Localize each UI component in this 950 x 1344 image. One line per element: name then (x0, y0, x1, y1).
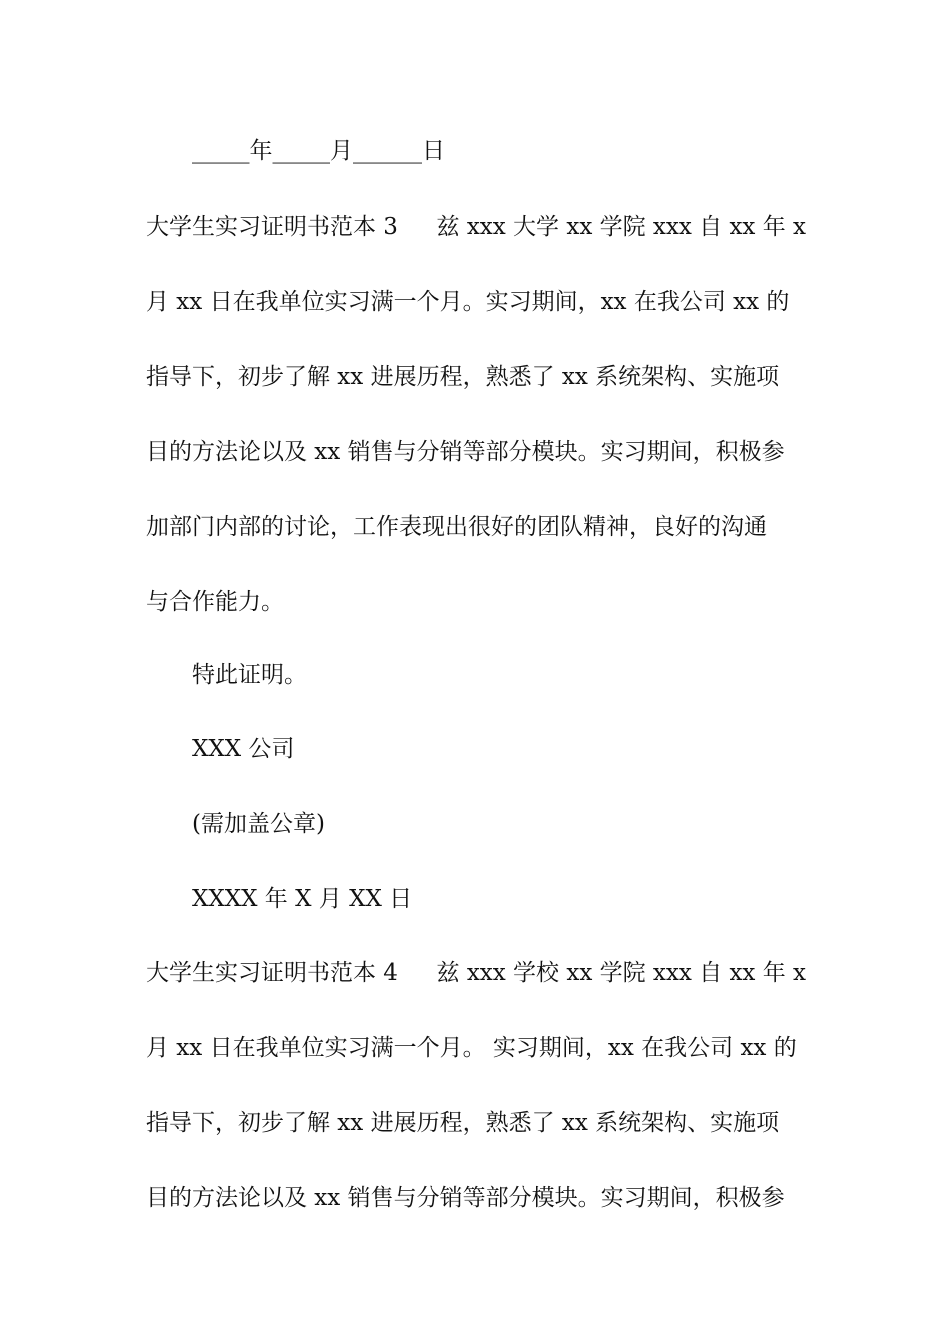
section4-paragraph-line-1: 兹 xxx 学校 xx 学院 xxx 自 xx 年 x (436, 960, 806, 986)
section4-paragraph-line-4: 目的方法论以及 xx 销售与分销等部分模块。实习期间，积极参 (146, 1185, 785, 1211)
section3-seal-note: (需加盖公章) (192, 811, 325, 837)
section3-date: XXXX 年 X 月 XX 日 (192, 886, 413, 912)
section4-heading-line (146, 958, 806, 988)
section3-closing: 特此证明。 (192, 662, 307, 688)
date-line: _____年_____月______日 (192, 138, 445, 164)
section3-paragraph-line-1: 兹 xxx 大学 xx 学院 xxx 自 xx 年 x (436, 214, 806, 240)
section3-paragraph-line-5: 加部门内部的讨论，工作表现出很好的团队精神，良好的沟通 (146, 514, 767, 540)
section3-paragraph-line-3: 指导下，初步了解 xx 进展历程，熟悉了 xx 系统架构、实施项 (146, 364, 780, 390)
section3-paragraph-line-2: 月 xx 日在我单位实习满一个月。实习期间，xx 在我公司 xx 的 (146, 289, 790, 315)
section3-company: XXX 公司 (192, 736, 295, 762)
section3-heading-line (146, 212, 806, 242)
section3-heading: 大学生实习证明书范本 3 (146, 214, 398, 240)
section4-heading: 大学生实习证明书范本 4 (146, 960, 398, 986)
section4-paragraph-line-2: 月 xx 日在我单位实习满一个月。 实习期间，xx 在我公司 xx 的 (146, 1035, 797, 1061)
section3-paragraph-line-4: 目的方法论以及 xx 销售与分销等部分模块。实习期间，积极参 (146, 439, 785, 465)
section4-paragraph-line-3: 指导下，初步了解 xx 进展历程，熟悉了 xx 系统架构、实施项 (146, 1110, 780, 1136)
section3-paragraph-line-6: 与合作能力。 (146, 589, 284, 615)
